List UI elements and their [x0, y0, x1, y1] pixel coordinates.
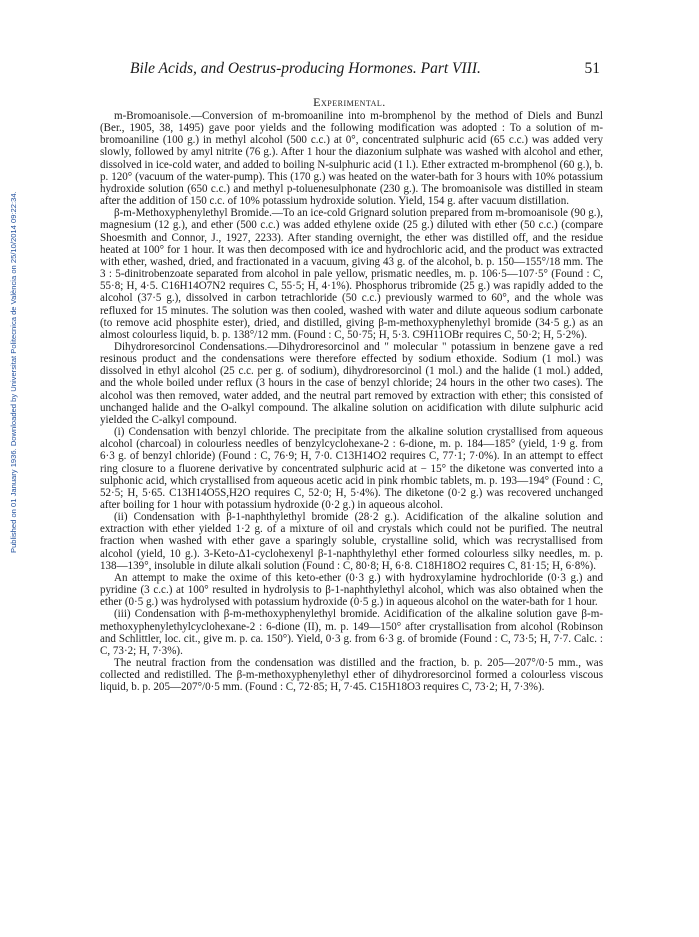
publication-side-note: Published on 01 January 1936. Downloaded by Universitat Politecnica de València on 25/10/2014 09:22:34.: [9, 191, 18, 553]
paragraph-naphthylethyl-bromide: (ii) Condensation with β-1-naphthylethyl bromide (28·2 g.). Acidification of the alkaline solution and extraction with ether yielded 1·2 g. of a mixture of oil and crystals which could not be purified. The neutral fraction when washed with ether gave a sparingly soluble, crystalline solid, which was recrystallised from alcohol (yield, 10 g.). 3-Keto-Δ1-cyclohexenyl β-1-naphthylethyl ether formed colourless silky needles, m. p. 138—139°, insoluble in dilute alkali solution (Found : C, 80·8; H, 6·8. C18H18O2 requires C, 81·15; H, 6·8%).: [100, 511, 603, 572]
section-heading: Experimental.: [313, 95, 386, 109]
running-header: [100, 60, 600, 82]
paragraph-methoxyphenylethyl-bromide: β-m-Methoxyphenylethyl Bromide.—To an ice-cold Grignard solution prepared from m-bromoanisole (90 g.), magnesium (12 g.), and ether (500 c.c.) was added ethylene oxide (25 g.) diluted with ether (50 c.c.) (compare Shoesmith and Connor, J., 1927, 2233). After standing overnight, the ether was distilled off, and the residue heated at 100° for 1 hour. It was then decomposed with ice and hydrochloric acid, and the product was extracted with ether, washed, dried, and fractionated in a vacuum, giving 43 g. of the alcohol, b. p. 150—155°/18 mm. The 3 : 5-dinitrobenzoate separated from alcohol in pale yellow, prismatic needles, m. p. 106·5—107·5° (Found : C, 55·8; H, 4·5. C16H14O7N2 requires C, 55·5; H, 4·1%). Phosphorus tribromide (25 g.) was rapidly added to the alcohol (37·5 g.), dissolved in carbon tetrachloride (50 c.c.) previously warmed to 60°, and the whole was refluxed for 15 minutes. The solution was then cooled, washed with water and dilute aqueous sodium carbonate (to remove acid phosphite ester), dried, and distilled, giving β-m-methoxyphenylethyl bromide (34·5 g.) as an almost colourless liquid, b. p. 138°/12 mm. (Found : C, 50·75; H, 5·3. C9H11OBr requires C, 50·2; H, 5·2%).: [100, 207, 603, 341]
paragraph-dihydroresorcinol-condensations: Dihydroresorcinol Condensations.—Dihydroresorcinol and " molecular " potassium in benzene gave a red resinous product and the condensations were therefore effected by sodium ethoxide. Sodium (1 mol.) was dissolved in ethyl alcohol (25 c.c. per g. of sodium), dihydroresorcinol (1 mol.) and the halide (1 mol.) added, and the whole boiled under reflux (3 hours in the case of benzyl chloride; 24 hours in the other two cases). The alcohol was then removed, water added, and the neutral part removed by extraction with ether; this consisted of unchanged halide and the O-alkyl compound. The alkaline solution on acidification with dilute sulphuric acid yielded the C-alkyl compound.: [100, 340, 603, 426]
article-body: [100, 110, 603, 694]
running-title: Bile Acids, and Oestrus-producing Hormones. Part VIII.: [130, 60, 481, 77]
paragraph-methoxyphenylethyl-condensation: (iii) Condensation with β-m-methoxyphenylethyl bromide. Acidification of the alkaline solution gave β-m-methoxyphenylethylcyclohexane-2 : 6-dione (II), m. p. 149—150° after crystallisation from alcohol (Robinson and Schlittler, loc. cit., give m. p. ca. 150°). Yield, 0·3 g. from 6·3 g. of bromide (Found : C, 73·5; H, 7·7. Calc. : C, 73·2; H, 7·3%).: [100, 608, 603, 657]
paragraph-bromoanisole: m-Bromoanisole.—Conversion of m-bromoaniline into m-bromphenol by the method of Diels and Bunzl (Ber., 1905, 38, 1495) gave poor yields and the following modification was adopted : To a solution of m-bromoaniline (100 g.) in methyl alcohol (500 c.c.) at 0°, concentrated sulphuric acid (65 c.c.) was added very slowly, followed by amyl nitrite (76 g.). After 1 hour the diazonium sulphate was washed with alcohol and ether, dissolved in ice-cold water, and added to boiling N-sulphuric acid (1 l.). Ether extracted m-bromphenol (60 g.), b. p. 120° (vacuum of the water-pump). This (170 g.) was heated on the water-bath for 3 hours with 10% potassium hydroxide solution (650 c.c.) and methyl p-toluenesulphonate (230 g.). The bromoanisole was distilled in steam after the addition of 150 c.c. of 10% potassium hydroxide solution. Yield, 154 g. after vacuum distillation.: [100, 110, 603, 208]
paragraph-oxime-attempt: An attempt to make the oxime of this keto-ether (0·3 g.) with hydroxylamine hydrochloride (0·3 g.) and pyridine (3 c.c.) at 100° resulted in hydrolysis to β-1-naphthylethyl alcohol, which was also obtained when the ether (0·5 g.) was hydrolysed with potassium hydroxide (0·5 g.) in aqueous alcohol on the water-bath for 1 hour.: [100, 571, 603, 609]
paragraph-benzyl-chloride: (i) Condensation with benzyl chloride. The precipitate from the alkaline solution crystallised from aqueous alcohol (charcoal) in colourless needles of benzylcyclohexane-2 : 6-dione, m. p. 184—185° (yield, 1·9 g. from 6·3 g. of benzyl chloride) (Found : C, 76·9; H, 7·0. C13H14O2 requires C, 77·1; 7·0%). In an attempt to effect ring closure to a fluorene derivative by concentrated sulphuric acid at − 15° the diketone was converted into a sulphonic acid, which crystallised from aqueous acetic acid in pink rhombic tablets, m. p. 193—194° (Found : C, 52·5; H, 5·65. C13H14O5S,H2O requires C, 52·0; H, 5·4%). The diketone (0·2 g.) was recovered unchanged after boiling for 1 hour with potassium hydroxide (0·2 g.) in aqueous alcohol.: [100, 426, 603, 511]
page-number: 51: [584, 60, 600, 77]
paragraph-neutral-fraction: The neutral fraction from the condensation was distilled and the fraction, b. p. 205—207°/0·5 mm., was collected and redistilled. The β-m-methoxyphenylethyl ether of dihydroresorcinol formed a colourless viscous liquid, b. p. 205—207°/0·5 mm. (Found : C, 72·85; H, 7·45. C15H18O3 requires C, 73·2; H, 7·3%).: [100, 657, 603, 694]
